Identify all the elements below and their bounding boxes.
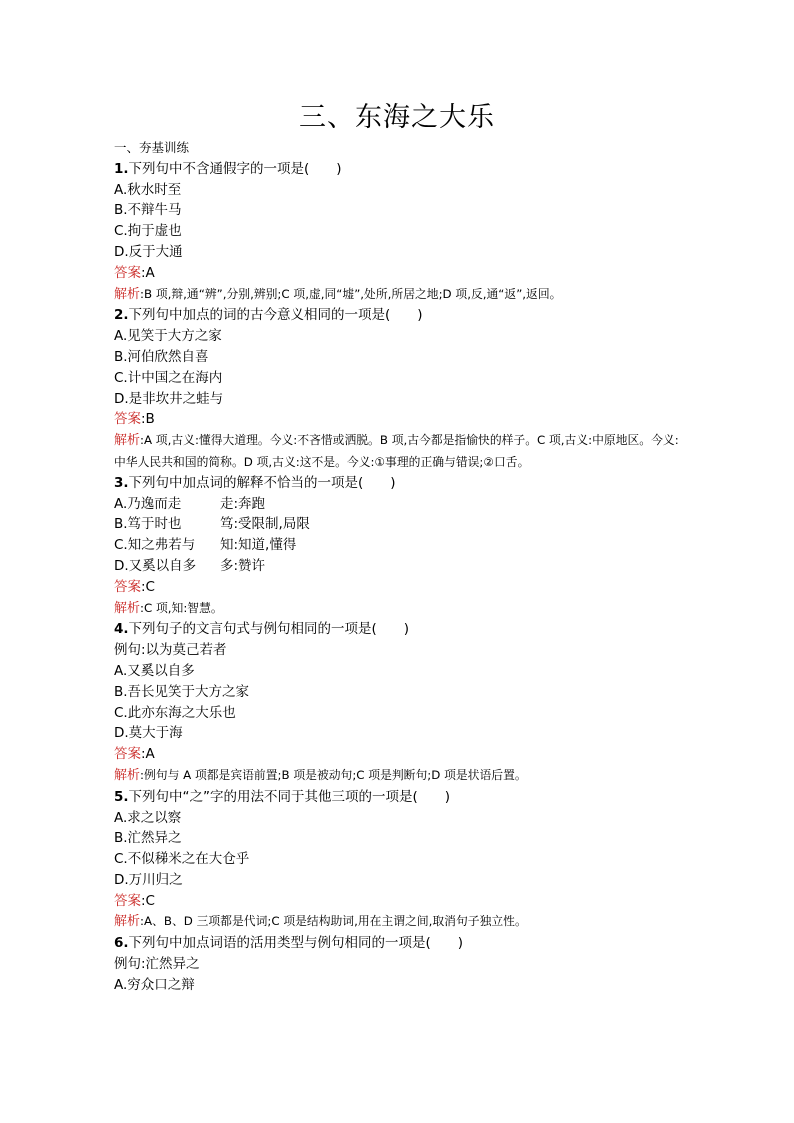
question-text: 下列句中“之”字的用法不同于其他三项的一项是( ) [128, 788, 451, 805]
option-text: A.乃逸而走 [114, 495, 182, 512]
page-title: 三、东海之大乐 [299, 102, 495, 133]
option-d: D.莫大于海 [114, 725, 183, 742]
option-c: C.计中国之在海内 [114, 369, 223, 386]
explanation-text: :A、B、D 三项都是代词;C 项是结构助词,用在主谓之间,取消句子独立性。 [140, 914, 527, 929]
question-stem [114, 933, 684, 954]
option-a: A.求之以察 [114, 809, 182, 826]
explanation-label: 解析 [114, 767, 141, 783]
question-number: 4. [114, 621, 129, 638]
option-a: A.又奚以自多 [114, 662, 195, 679]
answer-label: 答案 [114, 892, 141, 909]
explanation [114, 598, 684, 620]
question-number: 6. [114, 935, 129, 952]
option-b: B.不辩牛马 [114, 202, 182, 219]
answer-label: 答案 [114, 264, 141, 281]
explanation-label: 解析 [114, 286, 141, 302]
option-text: D.又奚以自多 [114, 557, 197, 574]
question-stem [114, 159, 684, 180]
question-stem [114, 787, 684, 808]
section-heading: 一、夯基训练 [114, 140, 190, 155]
answer-value: :A [141, 264, 155, 281]
question-stem [114, 619, 684, 640]
explanation [114, 430, 684, 473]
option-d: D.是非坎井之蛙与 [114, 390, 224, 407]
explanation-label: 解析 [114, 600, 141, 616]
example-sentence: 例句:汒然异之 [114, 956, 200, 973]
explanation-text: :B 项,辩,通“辨”,分别,辨别;C 项,虚,同“墟”,处所,所居之地;D 项,反,通“返”,返回。 [140, 286, 562, 301]
question-text: 下列句中加点词语的活用类型与例句相同的一项是( ) [128, 935, 464, 952]
option-c: C.此亦东海之大乐也 [114, 704, 236, 721]
option-a [114, 494, 684, 515]
answer [114, 409, 684, 430]
document-body [114, 138, 684, 996]
option-c: C.不似稊米之在大仓乎 [114, 851, 250, 868]
option-text: C.知之弗若与 [114, 537, 196, 554]
answer [114, 744, 684, 765]
question-number: 1. [114, 160, 129, 177]
option-a: A.见笑于大方之家 [114, 328, 222, 345]
question-text: 下列句中加点的词的古今意义相同的一项是( ) [128, 307, 423, 324]
answer [114, 263, 684, 284]
explanation-text: :A 项,古义:懂得大道理。今义:不吝惜或洒脱。B 项,古今都是指愉快的样子。C 项,古义:中原地区。今义:中华人民共和国的简称。D 项,古义:这不是。今义:①事理的正确与错误;②口舌。 [114, 433, 679, 469]
question-6 [114, 933, 684, 995]
option-c: C.拘于虚也 [114, 223, 182, 240]
option-a: A.秋水时至 [114, 181, 182, 198]
explanation-label: 解析 [114, 914, 141, 930]
option-a: A.穷众口之辩 [114, 976, 195, 993]
option-d: D.反于大通 [114, 243, 183, 260]
answer-value: :C [141, 578, 155, 595]
option-d: D.万川归之 [114, 871, 183, 888]
question-number: 2. [114, 307, 129, 324]
answer [114, 577, 684, 598]
question-4 [114, 619, 684, 786]
option-d [114, 556, 684, 577]
answer-label: 答案 [114, 578, 141, 595]
answer-value: :C [141, 892, 155, 909]
explanation [114, 765, 684, 787]
question-1 [114, 159, 684, 306]
answer-label: 答案 [114, 411, 141, 428]
explanation-text: :例句与 A 项都是宾语前置;B 项是被动句;C 项是判断句;D 项是状语后置。 [140, 767, 527, 782]
option-b: B.汒然异之 [114, 830, 182, 847]
question-stem [114, 305, 684, 326]
question-5 [114, 787, 684, 934]
option-gloss: 笃:受限制,局限 [220, 516, 310, 533]
example-sentence: 例句:以为莫己若者 [114, 642, 227, 659]
option-b: B.吾长见笑于大方之家 [114, 683, 250, 700]
answer-value: :A [141, 746, 155, 763]
question-number: 3. [114, 474, 129, 491]
question-number: 5. [114, 788, 129, 805]
option-text: B.笃于时也 [114, 516, 182, 533]
explanation [114, 911, 684, 933]
option-c [114, 535, 684, 556]
answer [114, 891, 684, 912]
option-gloss: 多:赞许 [220, 557, 266, 574]
option-b: B.河伯欣然自喜 [114, 348, 209, 365]
question-text: 下列句中加点词的解释不恰当的一项是( ) [128, 474, 396, 491]
answer-label: 答案 [114, 746, 141, 763]
question-3 [114, 473, 684, 620]
question-text: 下列句中不含通假字的一项是( ) [128, 160, 342, 177]
explanation-label: 解析 [114, 433, 141, 449]
answer-value: :B [141, 411, 155, 428]
explanation-text: :C 项,知:智慧。 [140, 600, 223, 615]
option-gloss: 知:知道,懂得 [220, 537, 297, 554]
explanation [114, 284, 684, 306]
question-2 [114, 305, 684, 472]
option-b [114, 514, 684, 535]
question-text: 下列句子的文言句式与例句相同的一项是( ) [128, 621, 410, 638]
question-stem [114, 473, 684, 494]
option-gloss: 走:奔跑 [220, 495, 266, 512]
